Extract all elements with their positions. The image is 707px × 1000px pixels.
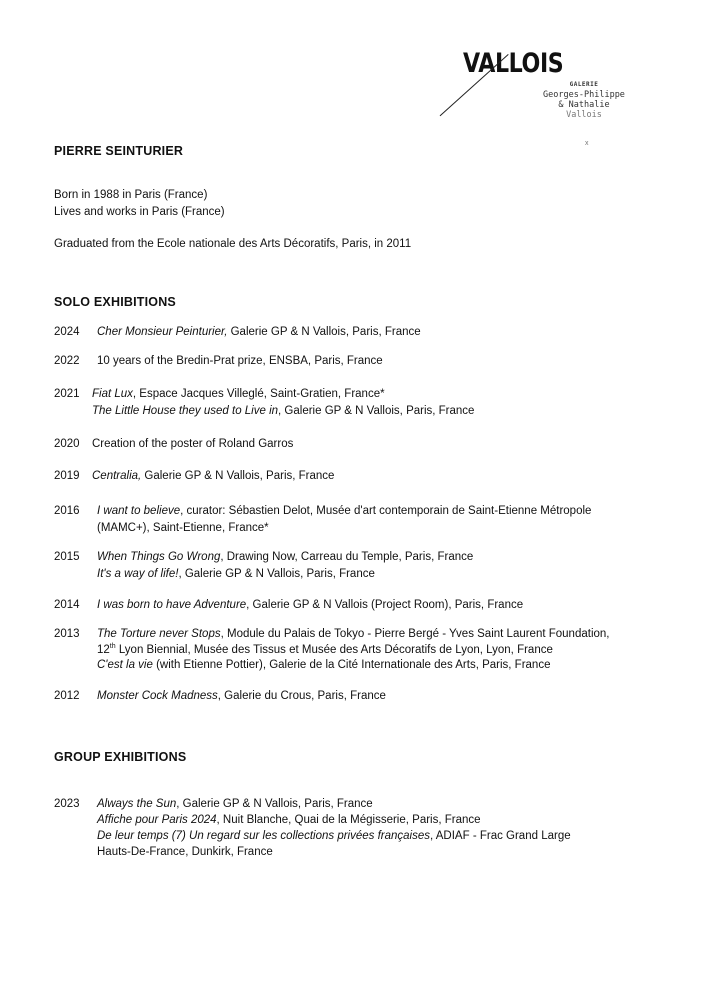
entry-title: Cher Monsieur Peinturier, <box>97 326 228 338</box>
entry-title: C'est la vie <box>97 659 153 671</box>
entry-details: (with Etienne Pottier), Galerie de la Cité Internationale des Arts, Paris, France <box>152 659 551 671</box>
group-heading: GROUP EXHIBITIONS <box>54 750 187 764</box>
entry-title: Centralia, <box>92 470 142 482</box>
entry-details: , Galerie GP & N Vallois (Project Room), Paris, France <box>246 599 524 611</box>
entry-year: 2014 <box>54 599 80 611</box>
entry-text <box>97 657 550 674</box>
entry-details: , Espace Jacques Villeglé, Saint-Gratien, France* <box>132 388 385 400</box>
entry-title: It's a way of life! <box>97 568 179 580</box>
entry-text <box>97 503 591 520</box>
artist-name: PIERRE SEINTURIER <box>54 144 184 158</box>
entry-text <box>92 403 474 420</box>
entry-details: (MAMC+), Saint-Etienne, France* <box>97 522 269 534</box>
entry-text <box>97 812 481 829</box>
entry-ordinal: 12 <box>97 644 110 656</box>
entry-text <box>97 796 373 813</box>
entry-text <box>97 324 421 341</box>
entry-details: , Galerie du Crous, Paris, France <box>217 690 386 702</box>
entry-details: Galerie GP & N Vallois, Paris, France <box>227 326 421 338</box>
bio-lives: Lives and works in Paris (France) <box>54 206 225 218</box>
entry-title: I was born to have Adventure <box>97 599 247 611</box>
entry-title: The Little House they used to Live in <box>92 405 279 417</box>
entry-details: , Galerie GP & N Vallois, Paris, France <box>176 798 373 810</box>
logo-line-1: Georges-Philippe <box>543 90 625 100</box>
entry-details: , Drawing Now, Carreau du Temple, Paris, France <box>220 551 474 563</box>
logo-galerie: GALERIE <box>569 81 599 88</box>
entry-year: 2015 <box>54 551 80 563</box>
entry-details: Lyon Biennial, Musée des Tissus et Musée des Arts Décoratifs de Lyon, Lyon, France <box>115 644 553 656</box>
entry-text <box>92 386 385 403</box>
logo-wordmark: VALLOIS <box>463 48 564 79</box>
entry-details: , Galerie GP & N Vallois, Paris, France <box>278 405 475 417</box>
entry-title: Fiat Lux <box>92 388 133 400</box>
entry-title: When Things Go Wrong <box>97 551 221 563</box>
entry-text <box>92 468 334 485</box>
entry-ordinal-suffix: th <box>109 643 116 651</box>
solo-heading: SOLO EXHIBITIONS <box>54 295 176 309</box>
entry-text <box>97 626 609 643</box>
entry-title: The Torture never Stops <box>97 628 221 640</box>
entry-text <box>97 688 386 705</box>
entry-details: Creation of the poster of Roland Garros <box>92 438 294 450</box>
entry-details: 10 years of the Bredin-Prat prize, ENSBA, Paris, France <box>97 355 383 367</box>
entry-details: Hauts-De-France, Dunkirk, France <box>97 846 273 858</box>
entry-title: Always the Sun <box>97 798 177 810</box>
entry-year: 2021 <box>54 388 80 400</box>
entry-details: , Module du Palais de Tokyo - Pierre Bergé - Yves Saint Laurent Foundation, <box>220 628 610 640</box>
entry-year: 2022 <box>54 355 80 367</box>
entry-text <box>97 597 523 614</box>
entry-details: , ADIAF - Frac Grand Large <box>430 830 571 842</box>
entry-year: 2019 <box>54 470 80 482</box>
logo-line-2: & Nathalie <box>558 100 610 110</box>
entry-text <box>97 549 473 566</box>
entry-year: 2023 <box>54 798 80 810</box>
entry-title: Monster Cock Madness <box>97 690 218 702</box>
entry-year: 2012 <box>54 690 80 702</box>
entry-year: 2016 <box>54 505 80 517</box>
entry-year: 2020 <box>54 438 80 450</box>
logo-line-3: Vallois <box>566 110 602 120</box>
entry-title: De leur temps (7) Un regard sur les collections privées françaises <box>97 830 430 842</box>
entry-title: I want to believe <box>97 505 181 517</box>
entry-text <box>97 566 375 583</box>
gallery-logo <box>463 48 663 148</box>
logo-subtitle <box>539 80 629 120</box>
bio-born: Born in 1988 in Paris (France) <box>54 189 208 201</box>
entry-details: Galerie GP & N Vallois, Paris, France <box>141 470 335 482</box>
entry-details: , curator: Sébastien Delot, Musée d'art contemporain de Saint-Etienne Métropole <box>180 505 592 517</box>
entry-details: , Nuit Blanche, Quai de la Mégisserie, Paris, France <box>216 814 481 826</box>
bio-graduated: Graduated from the Ecole nationale des Arts Décoratifs, Paris, in 2011 <box>54 238 412 250</box>
entry-details: , Galerie GP & N Vallois, Paris, France <box>178 568 375 580</box>
logo-mark: x <box>585 140 589 147</box>
entry-title: Affiche pour Paris 2024 <box>97 814 217 826</box>
entry-year: 2024 <box>54 326 80 338</box>
entry-year: 2013 <box>54 628 80 640</box>
entry-text <box>97 828 571 845</box>
